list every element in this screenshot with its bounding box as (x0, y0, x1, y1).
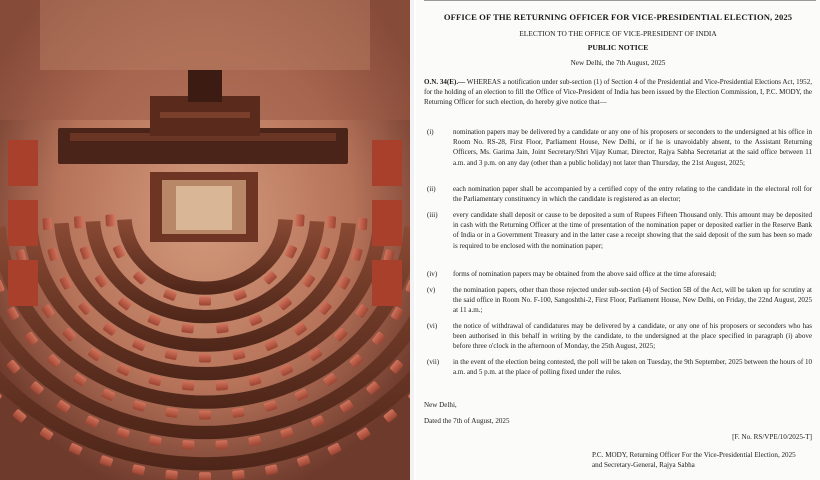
item-number: (v) (427, 286, 436, 294)
member-seat (358, 218, 368, 231)
top-rule (424, 0, 816, 4)
member-seat (42, 218, 52, 231)
side-bench (372, 200, 402, 246)
item-text: each nomination paper shall be accompanied by a certified copy of the entry relating to the candidate in the electoral roll for the Parliamentary constituency in which the candidate is registered as an elector; (453, 185, 812, 204)
footer-date: Dated the 7th of August, 2025 (424, 417, 510, 425)
member-seat (232, 407, 245, 418)
item-text: the nomination papers, other than those rejected under sub-section (4) of Section 5B of the Act, will be taken up for scrutiny at the said office in Room No. F-100, Sangoshthi-2, First Floor, Parliament House, New Delhi, on Friday, the 22nd August, 2025 at 11 a.m.; (453, 286, 812, 315)
member-seat (216, 323, 229, 334)
member-seat (105, 214, 115, 227)
notice-preamble (424, 77, 812, 108)
signature-line-1: P.C. MODY, Returning Officer For the Vice-Presidential Election, 2025 (592, 451, 796, 459)
item-text: nomination papers may be delivered by a candidate or any one of his proposers or seconders to the undersigned at his office in Room No. RS-28, First Floor, Parliament House, New Delhi, or if he is unavoidably absent, to the Assistant Returning Officers, Ms. Garima Jain, Joint Secretary/Shri Vijay Kumar, Director, Rajya Sabha Secretariat at the said office between 11 a.m. and 3 p.m. on any day (other than a public holiday) not later than Thursday, the 21st August, 2025; (453, 128, 812, 167)
item-number: (iv) (427, 270, 438, 278)
signature-block (592, 450, 796, 470)
member-seat (165, 407, 178, 418)
item-number: (vi) (427, 322, 438, 330)
notice-title: PUBLIC NOTICE (587, 43, 649, 52)
item-text: the notice of withdrawal of candidatures may be delivered by a candidate, or any one of his proposers or seconders who has been authorised in this behalf in writing by the candidate, to the undersigned at the place specified in paragraph (i) above before three o'clock in the afternoon of Monday, the 25th August, 2025; (453, 322, 812, 351)
signature-line-2: and Secretary-General, Rajya Sabha (592, 461, 695, 469)
member-seat (199, 354, 211, 363)
notice-heading: OFFICE OF THE RETURNING OFFICER FOR VICE-PRESIDENTIAL ELECTION, 2025 (443, 12, 793, 22)
image-divider (410, 0, 414, 480)
preamble-text: WHEREAS a notification under sub-section (1) of Section 4 of the Presidential and Vice-Presidential Elections Act, 1952, for the holding of an election to fill the Office of Vice-President of India has been issued by the Election Commission, I, P.C. MODY, the Returning Officer for such election, do hereby give notice that— (424, 78, 812, 107)
side-bench (8, 140, 38, 186)
item-number: (vii) (427, 358, 440, 366)
order-number: O.N. 34(E).— (424, 78, 466, 86)
item-text: in the event of the election being contested, the poll will be taken on Tuesday, the 9th September, 2025 between the hours of 10 a.m. and 5 p.m. at the place of polling fixed under the rules. (453, 358, 812, 377)
side-bench (8, 200, 38, 246)
side-bench (372, 260, 402, 306)
footer-place: New Delhi, (424, 401, 457, 409)
member-seat (181, 323, 194, 334)
item-number: (ii) (427, 185, 436, 193)
member-seat (215, 381, 228, 391)
member-seat (74, 216, 84, 229)
member-seat (215, 440, 228, 450)
item-number: (i) (427, 128, 434, 136)
member-seat (182, 381, 195, 391)
notice-subheading: ELECTION TO THE OFFICE OF VICE-PRESIDENT OF INDIA (519, 29, 717, 38)
notice-place-date: New Delhi, the 7th August, 2025 (570, 59, 666, 67)
file-number: [F. No. RS/VPE/10/2025-T] (732, 433, 812, 441)
item-text: forms of nomination papers may be obtained from the above said office at the time aforesaid; (453, 270, 717, 278)
side-bench (372, 140, 402, 186)
item-text: every candidate shall deposit or cause to be deposited a sum of Rupees Fifteen Thousand only. This amount may be deposited in cash with the Returning Officer at the time of presentation of the nomination paper or deposited earlier in the Reserve Bank of India or in a Government Treasury and in the latter case a receipt showing that the said deposit of the sum has been so made is required to be enclosed with the nomination paper; (453, 211, 812, 250)
side-bench (8, 260, 38, 306)
member-seat (182, 440, 195, 450)
member-seat (232, 470, 245, 480)
public-notice-document (416, 0, 820, 480)
member-seat (326, 216, 336, 229)
item-number: (iii) (427, 211, 438, 219)
member-seat (199, 297, 211, 306)
member-seat (295, 214, 305, 227)
member-seat (165, 470, 178, 480)
member-seat (199, 411, 211, 420)
member-seat (199, 472, 211, 480)
